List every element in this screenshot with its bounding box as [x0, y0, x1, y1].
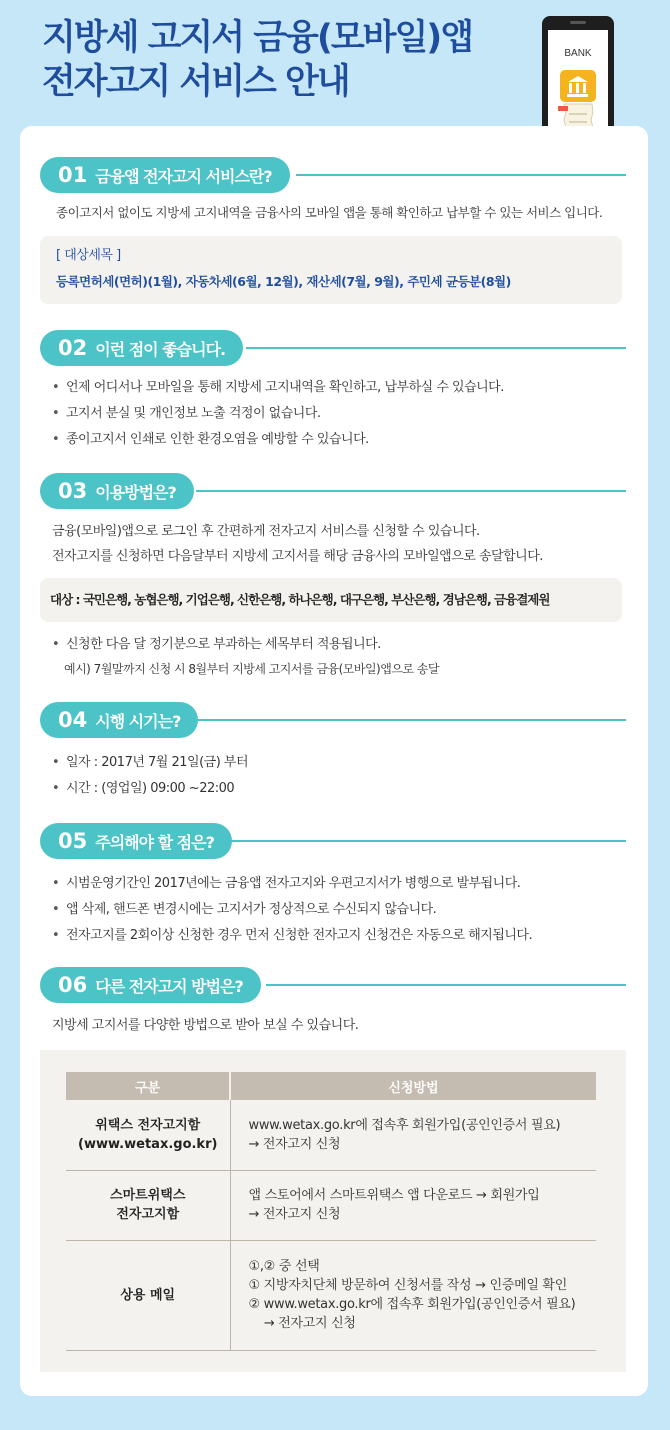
section-02-list [52, 375, 504, 453]
section-01-pill [40, 157, 290, 193]
row1-name-line2: (www.wetax.go.kr) [78, 1136, 218, 1152]
section-03-title: 이용방법은? [95, 483, 176, 502]
section-03-pill [40, 473, 194, 509]
section-02-header [40, 330, 626, 366]
list-item: • 고지서 분실 및 개인정보 노출 걱정이 없습니다. [52, 401, 504, 427]
methods-table-container [40, 1050, 626, 1372]
list-item: • 언제 어디서나 모바일을 통해 지방세 고지내역을 확인하고, 납부하실 수 있습니다. [52, 375, 504, 401]
row2-method-line1: 앱 스토어에서 스마트위택스 앱 다운로드 → 회원가입 [248, 1188, 540, 1203]
table-row [66, 1170, 596, 1240]
methods-table [66, 1072, 596, 1351]
section-05-header [40, 823, 626, 859]
table-row [66, 1100, 596, 1170]
section-05-title: 주의해야 할 점은? [95, 833, 214, 852]
section-06-pill [40, 967, 261, 1003]
table-header-row [66, 1072, 596, 1100]
section-06-title: 다른 전자고지 방법은? [95, 977, 243, 996]
section-05-list [52, 871, 532, 949]
section-05-divider [226, 840, 626, 842]
table-cell-method [230, 1240, 596, 1350]
row1-name-line1: 위택스 전자고지함 [95, 1117, 201, 1133]
target-bank-box [40, 578, 622, 622]
table-header-category: 구분 [66, 1072, 230, 1100]
row2-name-line2: 전자고지함 [116, 1207, 180, 1222]
section-04-header [40, 702, 626, 738]
target-tax-value: 등록면허세(면허)(1월), 자동차세(6월, 12월), 재산세(7월, 9월), 주민세 균등분(8월) [56, 274, 511, 289]
target-bank-list: 대상 : 국민은행, 농협은행, 기업은행, 신한은행, 하나은행, 대구은행, 부산은행, 경남은행, 금융결제원 [50, 592, 550, 607]
page-title-line2: 전자고지 서비스 안내 [42, 62, 349, 102]
section-05-number: 05 [58, 829, 88, 853]
section-01-header [40, 157, 626, 193]
section-06-description: 지방세 고지서를 다양한 방법으로 받아 보실 수 있습니다. [52, 1018, 359, 1033]
row3-method-line3: ② www.wetax.go.kr에 접속후 회원가입(공인인증서 필요) [248, 1297, 576, 1312]
section-05-pill [40, 823, 232, 859]
row3-method-line4: → 전자고지 신청 [248, 1316, 356, 1331]
target-tax-box [40, 236, 622, 304]
section-04-list [52, 750, 248, 802]
section-01-title: 금융앱 전자고지 서비스란? [95, 167, 272, 186]
table-cell-method [230, 1100, 596, 1170]
section-02-pill [40, 330, 243, 366]
row2-name-line1: 스마트위택스 [110, 1188, 186, 1203]
target-tax-label: [ 대상세목 ] [56, 248, 121, 263]
bank-label: BANK [564, 48, 592, 59]
page-title-line1: 지방세 고지서 금융(모바일)앱 [42, 18, 473, 58]
section-03-example: 예시) 7월말까지 신청 시 8월부터 지방세 고지서를 금융(모바일)앱으로 송달 [64, 662, 440, 676]
section-03-list [52, 632, 381, 658]
table-header-method: 신청방법 [230, 1072, 596, 1100]
section-02-title: 이런 점이 좋습니다. [95, 340, 226, 359]
section-04-number: 04 [58, 708, 88, 732]
section-03-description-2: 전자고지를 신청하면 다음달부터 지방세 고지서를 해당 금융사의 모바일앱으로 송달합니다. [52, 549, 543, 564]
row3-method-line2: ① 지방자치단체 방문하여 신청서를 작성 → 인증메일 확인 [248, 1278, 567, 1293]
section-02-number: 02 [58, 336, 88, 360]
row3-method-line1: ①,② 중 선택 [248, 1259, 320, 1274]
row3-name-line1: 상용 메일 [120, 1287, 176, 1303]
section-04-pill [40, 702, 198, 738]
row1-method-line1: www.wetax.go.kr에 접속후 회원가입(공인인증서 필요) [248, 1117, 561, 1133]
section-01-number: 01 [58, 163, 88, 187]
list-item: • 시범운영기간인 2017년에는 금융앱 전자고지와 우편고지서가 병행으로 발부됩니다. [52, 871, 532, 897]
list-item: • 종이고지서 인쇄로 인한 환경오염을 예방할 수 있습니다. [52, 427, 504, 453]
page-title [42, 16, 472, 104]
section-04-divider [196, 719, 626, 721]
section-03-description-1: 금융(모바일)앱으로 로그인 후 간편하게 전자고지 서비스를 신청할 수 있습니다. [52, 524, 480, 539]
table-cell-category [66, 1240, 230, 1350]
section-06-header [40, 967, 626, 1003]
section-06-number: 06 [58, 973, 88, 997]
table-cell-method [230, 1170, 596, 1240]
section-03-number: 03 [58, 479, 88, 503]
section-04-title: 시행 시기는? [95, 712, 181, 731]
row1-method-line2: → 전자고지 신청 [248, 1136, 341, 1152]
section-01-description: 종이고지서 없이도 지방세 고지내역을 금융사의 모바일 앱을 통해 확인하고 납부할 수 있는 서비스 입니다. [56, 205, 603, 220]
row2-method-line2: → 전자고지 신청 [248, 1207, 341, 1222]
list-item: • 전자고지를 2회이상 신청한 경우 먼저 신청한 전자고지 신청건은 자동으로 해지됩니다. [52, 923, 532, 949]
list-item: • 일자 : 2017년 7월 21일(금) 부터 [52, 750, 248, 776]
list-item: • 시간 : (영업일) 09:00 ~22:00 [52, 776, 248, 802]
table-cell-category [66, 1100, 230, 1170]
table-row [66, 1240, 596, 1350]
list-item: • 앱 삭제, 핸드폰 변경시에는 고지서가 정상적으로 수신되지 않습니다. [52, 897, 532, 923]
section-06-divider [266, 984, 626, 986]
table-cell-category [66, 1170, 230, 1240]
list-item: • 신청한 다음 달 정기분으로 부과하는 세목부터 적용됩니다. [52, 632, 381, 658]
section-03-header [40, 473, 626, 509]
section-01-divider [296, 174, 626, 176]
section-03-divider [196, 490, 626, 492]
section-02-divider [246, 347, 626, 349]
